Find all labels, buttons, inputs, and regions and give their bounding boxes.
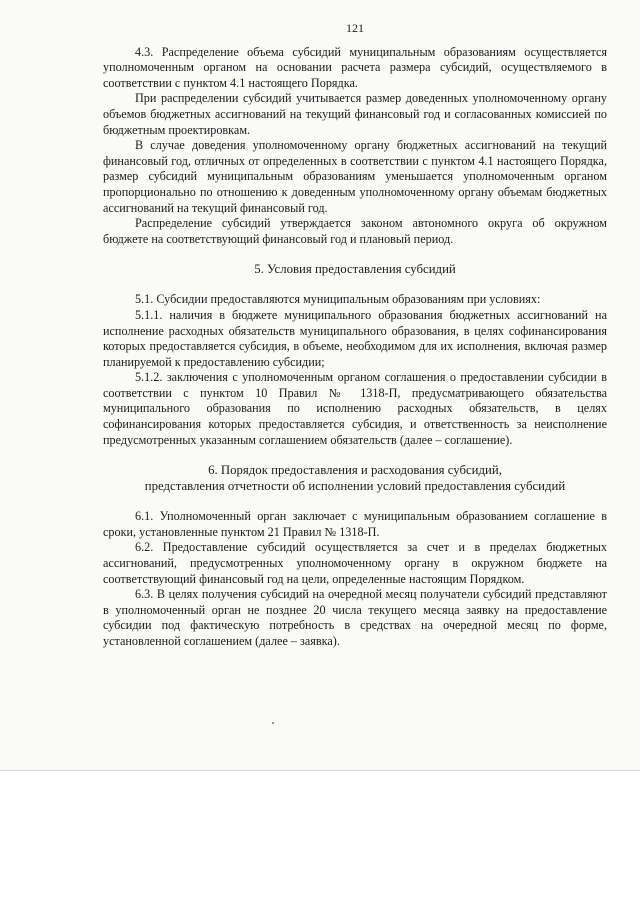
scan-speck [272,722,274,724]
page-number: 121 [346,21,364,35]
paragraph-4-3-distribution: При распределении субсидий учитывается размер доведенных уполномоченному органу объемов бюджетных ассигнований на текущий финансовый год и согласованных комиссией по бюджетным проектировкам. [103,91,607,137]
paragraph-6-1: 6.1. Уполномоченный орган заключает с муниципальным образованием соглашение в сроки, установленные пунктом 21 Правил № 1318-П. [103,509,607,539]
document-body [103,21,607,650]
section-5-heading: 5. Условия предоставления субсидий [254,262,456,277]
paragraph-5-1-1: 5.1.1. наличия в бюджете муниципального образования бюджетных ассигнований на исполнение расходных обязательств муниципального образования, в целях софинансирования которых предоставляется субсидия, в объеме, необходимом для их исполнения, включая размер планируемой к предоставлению субсидии; [103,307,607,369]
section-6-heading-line-1: 6. Порядок предоставления и расходования субсидий, [208,463,502,478]
paragraph-5-1: 5.1. Субсидии предоставляются муниципальным образованиям при условиях: [135,292,541,307]
section-6-heading [103,462,607,494]
paragraph-6-2: 6.2. Предоставление субсидий осуществляется за счет и в пределах бюджетных ассигнований, предусмотренных уполномоченному органу в окружном бюджете на соответствующий финансовый год на цели, определенные настоящим Порядком. [103,540,607,586]
paragraph-5-1-2: 5.1.2. заключения с уполномоченным органом соглашения о предоставлении субсидии в соответствии с пунктом 10 Правил № 1318-П, предусматривающего обязательства муниципального образования по исполнению расходных обязательств, в целях софинансирования которых предоставляется субсидия, и ответственность за неисполнение предусмотренных указанным соглашением обязательств (далее – соглашение). [103,370,607,447]
paragraph-4-3-reduction: В случае доведения уполномоченному органу бюджетных ассигнований на текущий финансовый год, отличных от определенных в соответствии с пунктом 4.1 настоящего Порядка, размер субсидий муниципальным образованиям уменьшается уполномоченным органом пропорционально по отношению к доведенным уполномоченному органу объемам бюджетных ассигнований на текущий финансовый год. [103,138,607,215]
paragraph-4-3-approval: Распределение субсидий утверждается законом автономного округа об окружном бюджете на соответствующий финансовый год и плановый период. [103,216,607,246]
paragraph-4-3: 4.3. Распределение объема субсидий муниципальным образованиям осуществляется уполномоченным органом на основании расчета размера субсидий, осуществляемого в соответствии с пунктом 4.1 настоящего Порядка. [103,44,607,90]
paragraph-6-3: 6.3. В целях получения субсидий на очередной месяц получатели субсидий представляют в уполномоченный орган не позднее 20 числа текущего месяца заявку на предоставление субсидии под фактическую потребность в средствах на очередной месяц по форме, установленной соглашением (далее – заявка). [103,587,607,648]
section-6-heading-line-2: представления отчетности об исполнении условий предоставления субсидий [144,479,566,494]
